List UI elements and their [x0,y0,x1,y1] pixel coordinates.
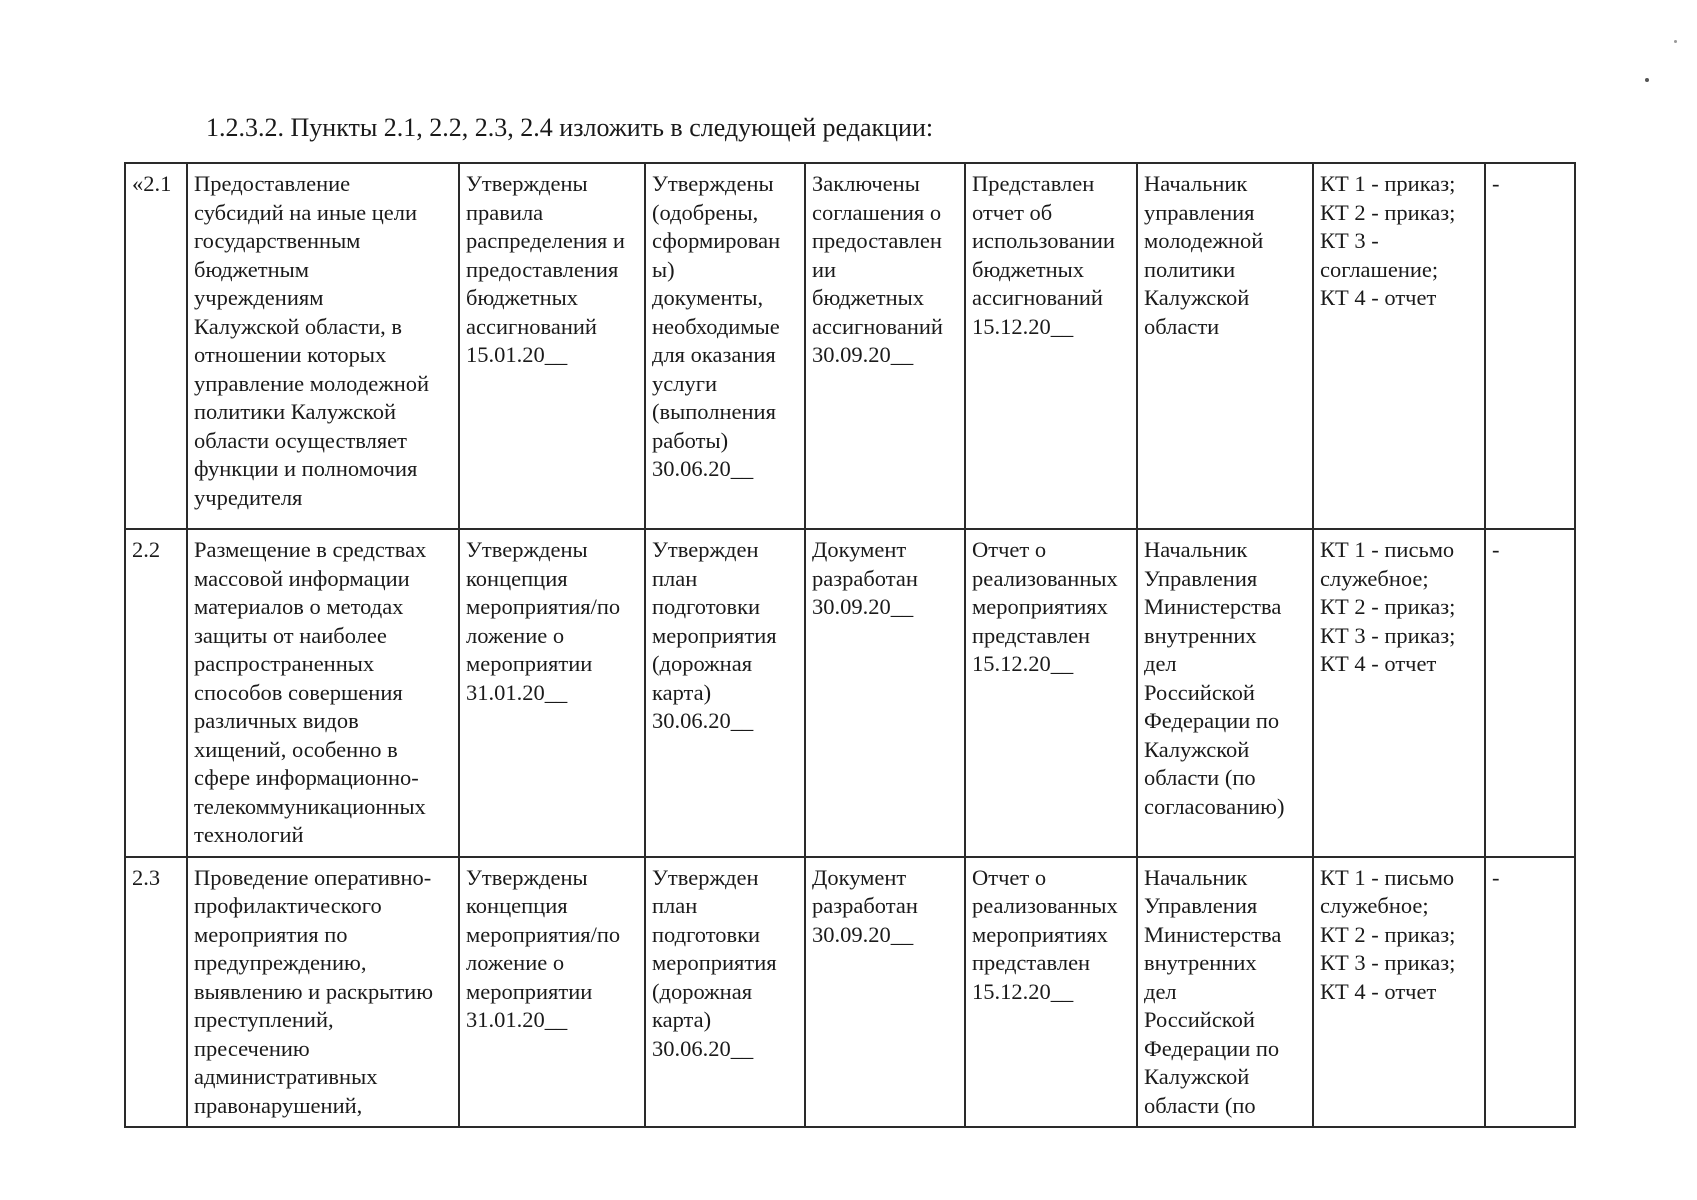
event-description: Размещение в средствах массовой информации материалов о методах защиты от наиболее распространенных способов совершения различных видов хищений, особенно в сфере информационно- телекоммуникационных технологий [187,529,459,857]
control-point-2: Утверждены (одобрены, сформирован ы) документы, необходимые для оказания услуги (выполнения работы) 30.06.20__ [645,163,805,529]
last-column-value: - [1485,857,1575,1128]
control-point-2: Утвержден план подготовки мероприятия (дорожная карта) 30.06.20__ [645,857,805,1128]
event-description: Проведение оперативно- профилактического мероприятия по предупреждению, выявлению и раскрытию преступлений, пресечению административных правонарушений, [187,857,459,1128]
scan-speck-mark-small [1674,40,1677,43]
row-number: 2.2 [125,529,187,857]
table-row [125,163,1575,529]
control-point-1: Утверждены правила распределения и предоставления бюджетных ассигнований 15.01.20__ [459,163,645,529]
control-point-3: Документ разработан 30.09.20__ [805,857,965,1128]
row-number: «2.1 [125,163,187,529]
responsible-person: Начальник Управления Министерства внутренних дел Российской Федерации по Калужской области (по согласованию) [1137,529,1313,857]
confirming-documents: КТ 1 - письмо служебное; КТ 2 - приказ; КТ 3 - приказ; КТ 4 - отчет [1313,529,1485,857]
last-column-value: - [1485,529,1575,857]
scan-speck-mark [1645,78,1649,82]
measures-table [124,162,1576,1128]
control-point-3: Документ разработан 30.09.20__ [805,529,965,857]
page-heading: 1.2.3.2. Пункты 2.1, 2.2, 2.3, 2.4 изложить в следующей редакции: [206,113,934,142]
control-point-3: Заключены соглашения о предоставлен ии бюджетных ассигнований 30.09.20__ [805,163,965,529]
responsible-person: Начальник Управления Министерства внутренних дел Российской Федерации по Калужской области (по [1137,857,1313,1128]
control-point-1: Утверждены концепция мероприятия/по ложение о мероприятии 31.01.20__ [459,529,645,857]
last-column-value: - [1485,163,1575,529]
control-point-1: Утверждены концепция мероприятия/по ложение о мероприятии 31.01.20__ [459,857,645,1128]
control-point-2: Утвержден план подготовки мероприятия (дорожная карта) 30.06.20__ [645,529,805,857]
event-description: Предоставление субсидий на иные цели государственным бюджетным учреждениям Калужской области, в отношении которых управление молодежной политики Калужской области осуществляет функции и полномочия учредителя [187,163,459,529]
row-number: 2.3 [125,857,187,1128]
responsible-person: Начальник управления молодежной политики Калужской области [1137,163,1313,529]
control-point-4: Отчет о реализованных мероприятиях представлен 15.12.20__ [965,529,1137,857]
control-point-4: Отчет о реализованных мероприятиях представлен 15.12.20__ [965,857,1137,1128]
table-row [125,857,1575,1128]
table-row [125,529,1575,857]
control-point-4: Представлен отчет об использовании бюджетных ассигнований 15.12.20__ [965,163,1137,529]
confirming-documents: КТ 1 - приказ; КТ 2 - приказ; КТ 3 - соглашение; КТ 4 - отчет [1313,163,1485,529]
confirming-documents: КТ 1 - письмо служебное; КТ 2 - приказ; КТ 3 - приказ; КТ 4 - отчет [1313,857,1485,1128]
